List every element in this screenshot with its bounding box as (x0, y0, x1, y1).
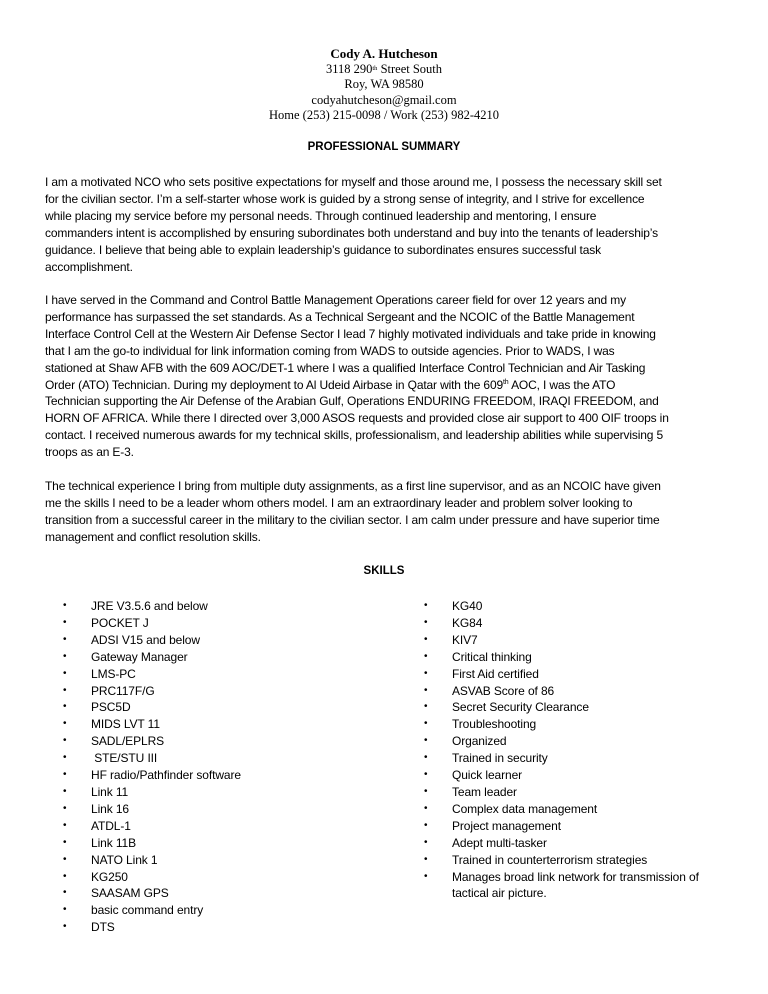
list-item: • MIDS LVT 11 (63, 717, 160, 732)
list-item: • Secret Security Clearance (424, 700, 589, 715)
paragraph-line: Technician supporting the Air Defense of the Arabian Gulf, Operations ENDURING FREEDOM, IRAQI FREEDOM, and (45, 394, 659, 409)
list-item: • POCKET J (63, 615, 149, 630)
skills-list-right (424, 598, 734, 902)
paragraph-line: I have served in the Command and Control Battle Management Operations career field for over 12 years and my (45, 293, 626, 307)
skills-heading: SKILLS (363, 565, 405, 577)
paragraph-line: while placing my service before my personal needs. Through continued leadership and mentoring, I ensure (45, 208, 597, 223)
list-item: • Link 11 (63, 784, 129, 799)
list-item: • DTS (63, 920, 115, 935)
list-item: • PSC5D (63, 700, 131, 715)
list-item: • LMS-PC (63, 666, 136, 681)
list-item: • Manages broad link network for transmission of tactical air picture. (424, 869, 699, 901)
list-item: • NATO Link 1 (63, 852, 158, 867)
summary-paragraph-2 (45, 292, 730, 461)
skills-list-left (63, 598, 393, 936)
contact-header (0, 46, 768, 124)
paragraph-line: troops as an E-3. (45, 445, 134, 460)
paragraph-line: performance has surpassed the set standards. As a Technical Sergeant and the NCOIC of the Battle Management (45, 309, 635, 324)
list-item: • Team leader (424, 784, 517, 799)
list-item: • Link 11B (63, 835, 137, 850)
list-item: • KG40 (424, 599, 483, 613)
list-item: • ATDL-1 (63, 818, 131, 833)
list-item: • Critical thinking (424, 649, 532, 664)
list-item: • KG84 (424, 615, 483, 630)
summary-paragraph-1 (45, 174, 730, 275)
city-state-zip: Roy, WA 98580 (344, 77, 424, 91)
list-item: • Organized (424, 734, 507, 749)
list-item: • Quick learner (424, 768, 523, 783)
paragraph-line: transition from a successful career in the military to the civilian sector. I am calm under pressure and have superior time (45, 512, 660, 527)
list-item: • First Aid certified (424, 666, 539, 681)
list-item: • KIV7 (424, 632, 478, 647)
street-address: 3118 290th Street South (325, 61, 443, 76)
email-address: codyahutcheson@gmail.com (311, 92, 457, 107)
phone-numbers: Home (253) 215-0098 / Work (253) 982-4210 (269, 108, 499, 122)
paragraph-line: I am a motivated NCO who sets positive expectations for myself and those around me, I possess the necessary skill set (45, 175, 662, 189)
list-item: • Troubleshooting (424, 717, 537, 732)
paragraph-line: stationed at Shaw AFB with the 609 AOC/DET-1 where I was a qualified Interface Control Technician and Air Tasking (45, 360, 646, 375)
paragraph-line: for the civilian sector. I’m a self-starter whose work is guided by a strong sense of integrity, and I strive for excellence (45, 191, 645, 206)
list-item: • Complex data management (424, 801, 598, 816)
summary-paragraph-3 (45, 478, 730, 546)
paragraph-line: contact. I received numerous awards for my technical skills, professionalism, and leadership abilities while supervising 5 (45, 428, 663, 443)
list-item: • Trained in security (424, 751, 548, 766)
paragraph-line: accomplishment. (45, 259, 133, 274)
paragraph-line: HORN OF AFRICA. While there I directed over 3,000 ASOS requests and provided close air support to 400 OIF troops in (45, 411, 669, 426)
candidate-name: Cody A. Hutcheson (330, 46, 438, 61)
paragraph-line: me the skills I need to be a leader whom others model. I am an extraordinary leader and problem solver looking to (45, 495, 633, 510)
list-item: • STE/STU III (63, 751, 158, 766)
list-item: • KG250 (63, 869, 128, 884)
professional-summary-heading: PROFESSIONAL SUMMARY (307, 141, 461, 153)
list-item: • HF radio/Pathfinder software (63, 768, 241, 783)
list-item: • Project management (424, 818, 561, 833)
list-item: • Trained in counterterrorism strategies (424, 852, 648, 867)
list-item: • Adept multi-tasker (424, 835, 547, 850)
paragraph-line: Interface Control Cell at the Western Air Defense Sector I lead 7 highly motivated individuals and take pride in knowing (45, 326, 656, 341)
list-item: • ASVAB Score of 86 (424, 683, 555, 698)
list-item: • ADSI V15 and below (63, 632, 200, 647)
paragraph-line: that I am the go-to individual for link information coming from WADS to outside agencies. Prior to WADS, I was (45, 343, 615, 358)
list-item: • basic command entry (63, 903, 204, 918)
list-item: • JRE V3.5.6 and below (63, 599, 208, 613)
list-item: • SADL/EPLRS (63, 734, 165, 749)
list-item: • SAASAM GPS (63, 886, 169, 901)
paragraph-line: commanders intent is accomplished by ensuring subordinates both understand and buy into the tenants of leadership’s (45, 225, 658, 240)
paragraph-line: management and conflict resolution skills. (45, 529, 261, 544)
paragraph-line: Order (ATO) Technician. During my deployment to Al Udeid Airbase in Qatar with the 609th AOC, I was the ATO (45, 377, 616, 392)
list-item: • Gateway Manager (63, 649, 188, 664)
list-item: • PRC117F/G (63, 683, 155, 698)
paragraph-line: The technical experience I bring from multiple duty assignments, as a first line supervisor, and as an NCOIC have given (45, 479, 661, 493)
list-item: • Link 16 (63, 801, 129, 816)
paragraph-line: guidance. I believe that being able to explain leadership’s guidance to subordinates ensures successful task (45, 242, 601, 257)
